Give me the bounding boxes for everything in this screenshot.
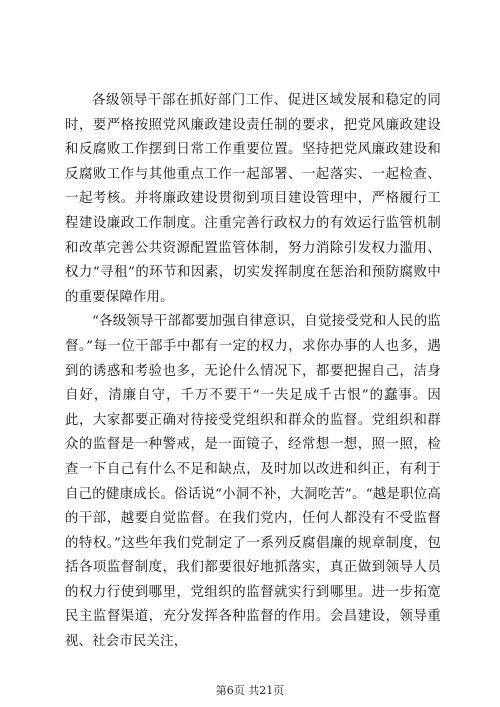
paragraph-2: “各级领导干部都要加强自律意识，自觉接受党和人民的监督。”每一位干部手中都有一定的权力，求你办事的人也多，遇到的诱惑和考验也多，无论什么情况下，都要把握自己，洁身自好，清廉自守，千万不要干“一失足成千古恨”的蠢事。因此，大家都要正确对待接受党组织和群众的监督。党组织和群众的监督是一种警戒，是一面镜子，经常想一想，照一照，检查一下自己有什么不足和缺点，及时加以改进和纠正，有利于自己的健康成长。俗话说“小洞不补，大洞吃苦”。“越是职位高的干部，越要自觉监督。在我们党内，任何人都没有不受监督的特权。”这些年我们党制定了一系列反腐倡廉的规章制度，包括各项监督制度，我们都要很好地抓落实，真正做到领导人员的权力行使到哪里，党组织的监督就实行到哪里。进一步拓宽民主监督渠道，充分发挥各种监督的作用。会昌建设，领导重视、社会市民关注， [65, 314, 441, 650]
paragraph-1: 各级领导干部在抓好部门工作、促进区域发展和稳定的同时，要严格按照党风廉政建设责任制的要求，把党风廉政建设和反腐败工作摆到日常工作重要位置。坚持把党风廉政建设和反腐败工作与其他重点工作一起部署、一起落实、一起检查、一起考核。并将廉政建设贯彻到项目建设管理中，严格履行工程建设廉政工作制度。注重完善行政权力的有效运行监管机制和改革完善公共资源配置监管体制，努力消除引发权力滥用、权力“寻租”的环节和因素，切实发挥制度在惩治和预防腐败中的重要保障作用。 [65, 93, 441, 305]
document-body [65, 89, 441, 655]
page-footer: 第6页 共21页 [215, 684, 285, 697]
